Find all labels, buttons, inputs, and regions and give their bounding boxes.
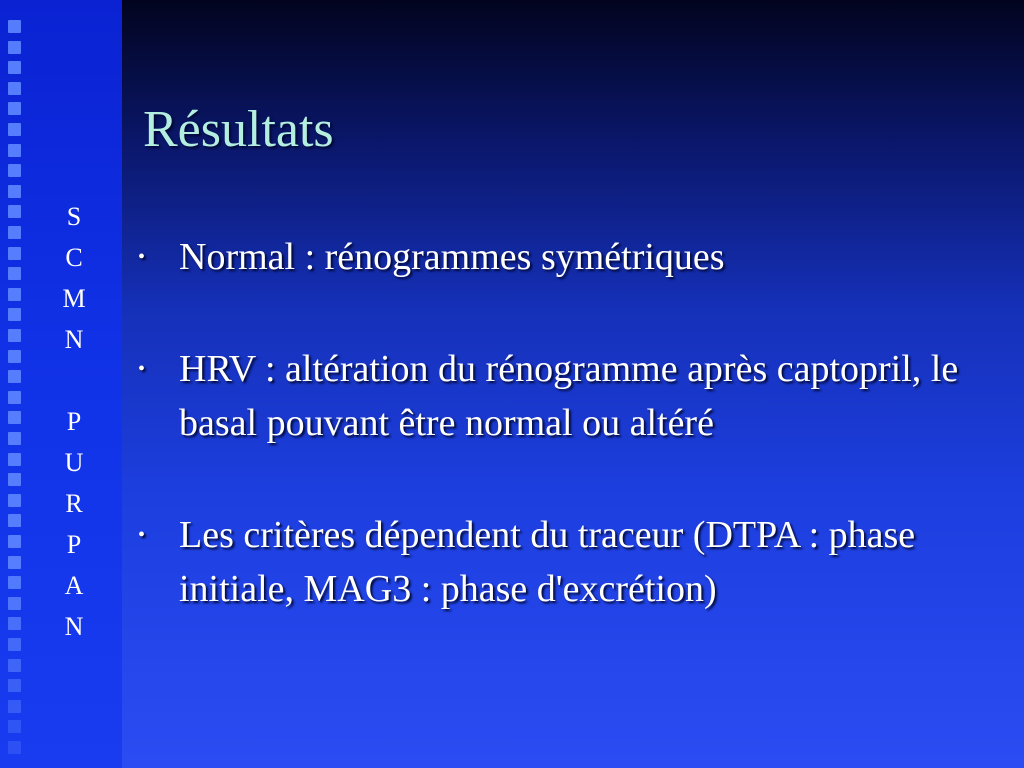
decorative-square: [8, 267, 21, 280]
sidebar-letter: A: [64, 571, 84, 600]
sidebar-letter: P: [66, 407, 82, 436]
sidebar-vertical-text: [54, 196, 94, 647]
decorative-square: [8, 288, 21, 301]
decorative-square: [8, 102, 21, 115]
decorative-square: [8, 741, 21, 754]
sidebar-letter: M: [62, 284, 86, 313]
decorative-square: [8, 597, 21, 610]
decorative-square: [8, 659, 21, 672]
decorative-square: [8, 226, 21, 239]
sidebar-letter: U: [64, 448, 84, 477]
decorative-square: [8, 308, 21, 321]
sidebar-letter: R: [65, 489, 83, 518]
bullet-text: Normal : rénogrammes symétriques: [179, 236, 725, 278]
bullet-dot-icon: •: [138, 358, 146, 380]
bullet-text: HRV : altération du rénogramme après captopril, le basal pouvant être normal ou altéré: [179, 348, 959, 444]
decorative-square: [8, 329, 21, 342]
decorative-square: [8, 514, 21, 527]
slide-title: Résultats: [143, 101, 334, 158]
sidebar-letter: N: [64, 325, 84, 354]
sidebar-letter: N: [64, 612, 84, 641]
decorative-square: [8, 164, 21, 177]
slide-content: [122, 0, 1024, 768]
decorative-square: [8, 473, 21, 486]
decorative-squares: [8, 20, 28, 760]
decorative-square: [8, 20, 21, 33]
decorative-square: [8, 720, 21, 733]
decorative-square: [8, 82, 21, 95]
decorative-square: [8, 576, 21, 589]
decorative-square: [8, 556, 21, 569]
sidebar-letter: C: [65, 243, 83, 272]
decorative-square: [8, 247, 21, 260]
decorative-square: [8, 205, 21, 218]
decorative-square: [8, 453, 21, 466]
decorative-square: [8, 535, 21, 548]
decorative-square: [8, 617, 21, 630]
sidebar-letter: P: [66, 530, 82, 559]
decorative-square: [8, 638, 21, 651]
bullet-text: Les critères dépendent du traceur (DTPA : phase initiale, MAG3 : phase d'excrétion): [179, 514, 916, 610]
decorative-square: [8, 144, 21, 157]
decorative-square: [8, 679, 21, 692]
bullet-dot-icon: •: [138, 246, 146, 268]
bullet-dot-icon: •: [138, 524, 146, 546]
decorative-square: [8, 61, 21, 74]
decorative-square: [8, 700, 21, 713]
sidebar: [0, 0, 122, 768]
bullet-item: [136, 342, 966, 450]
decorative-square: [8, 494, 21, 507]
decorative-square: [8, 411, 21, 424]
decorative-square: [8, 123, 21, 136]
decorative-square: [8, 41, 21, 54]
bullet-list: [136, 230, 966, 674]
decorative-square: [8, 350, 21, 363]
decorative-square: [8, 432, 21, 445]
decorative-square: [8, 391, 21, 404]
bullet-item: [136, 230, 966, 284]
bullet-item: [136, 508, 966, 616]
decorative-square: [8, 185, 21, 198]
sidebar-letter: S: [66, 202, 82, 231]
decorative-square: [8, 370, 21, 383]
